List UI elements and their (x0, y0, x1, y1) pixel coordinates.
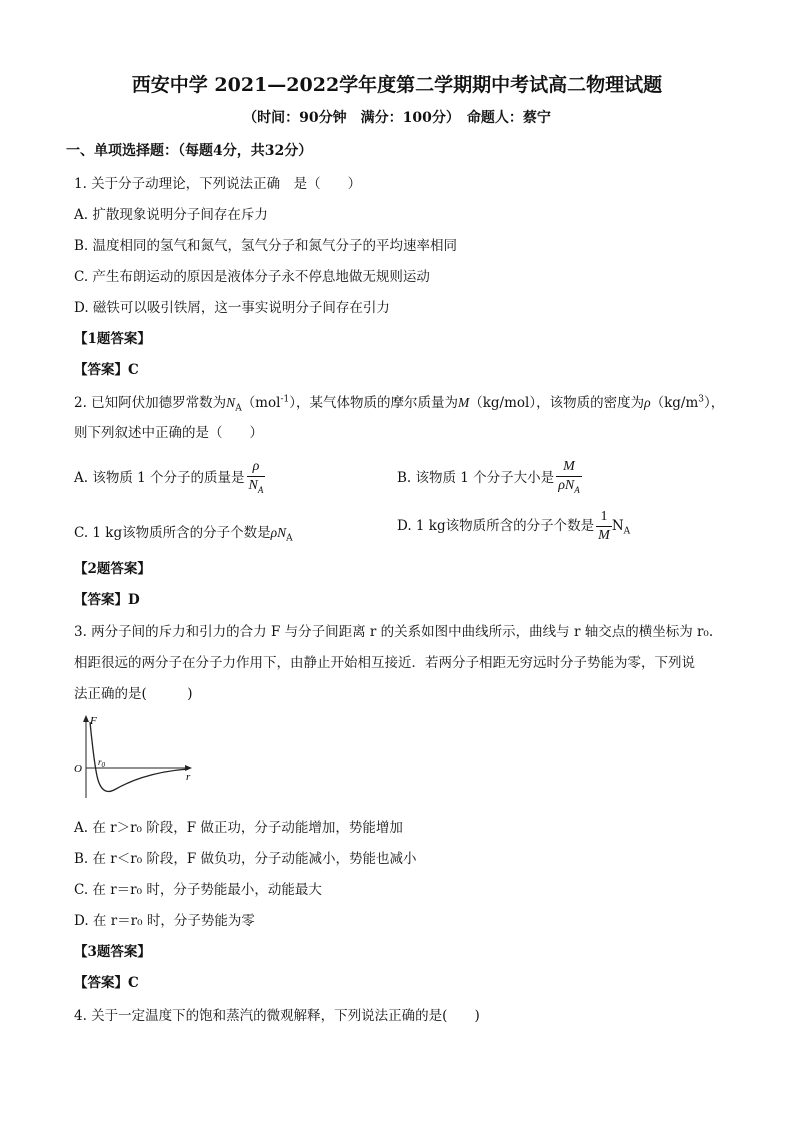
q3-stem-line2: 相距很远的两分子在分子力作用下，由静止开始相互接近．若两分子相距无穷远时分子势能为零，下列说 (74, 655, 695, 671)
force-curve (90, 722, 188, 791)
label-r0: $r_0$ (98, 757, 106, 769)
page-title: 西安中学 2021—2022学年度第二学期期中考试高二物理试题 (131, 74, 663, 96)
f-axis-arrow (83, 715, 89, 722)
q3-option-d: D. 在 r＝r₀ 时，分子势能为零 (74, 913, 255, 929)
q2-stem-line1: 2. 已知阿伏加德罗常数为$N_A(mol^{-1})$，某气体物质的摩尔质量为M（kg/mol），该物质的密度为$\rho(kg/m^3)$， (74, 394, 725, 414)
q1-answer-header: 【1题答案】 (74, 331, 151, 347)
q1-option-d: D. 磁铁可以吸引铁屑，这一事实说明分子间存在引力 (74, 300, 390, 316)
section-heading: 一、单项选择题：（每题4分，共32分） (66, 143, 313, 159)
label-o: O (74, 763, 82, 775)
q3-option-c: C. 在 r＝r₀ 时，分子势能最小，动能最大 (74, 882, 322, 898)
q2-answer: 【答案】D (74, 592, 140, 608)
q3-option-a: A. 在 r＞r₀ 阶段，F 做正功，分子动能增加，势能增加 (74, 820, 403, 836)
q2-option-d: D. 1 kg该物质所含的分子个数是 $\frac{1}{M}$ $N_A$ (397, 509, 631, 543)
q3-stem-line3: 法正确的是( ) (74, 686, 193, 702)
q1-option-b: B. 温度相同的氢气和氮气，氢气分子和氮气分子的平均速率相同 (74, 238, 458, 254)
q3-answer: 【答案】C (74, 975, 139, 991)
exam-info: （时间：90分钟 满分：100分） 命题人：蔡宁 (243, 110, 551, 126)
q2-answer-header: 【2题答案】 (74, 561, 151, 577)
q2-option-c: C. 1 kg该物质所含的分子个数是$\rho N_A$ (74, 525, 293, 544)
q3-answer-header: 【3题答案】 (74, 944, 151, 960)
label-f: F (90, 715, 97, 727)
q2-option-a: A. 该物质 1 个分子的质量是 $\frac{\rho}{N_A}$ (74, 459, 264, 495)
q1-option-a: A. 扩散现象说明分子间存在斥力 (74, 207, 268, 223)
q1-answer: 【答案】C (74, 362, 139, 378)
q3-option-b: B. 在 r＜r₀ 阶段，F 做负功，分子动能减小，势能也减小 (74, 851, 417, 867)
q1-stem: 1. 关于分子动理论，下列说法正确 是（ ） (74, 176, 362, 192)
force-distance-graph (70, 712, 200, 802)
q2-option-b: B. 该物质 1 个分子大小是 $\frac{M}{\rho N_A}$ (397, 459, 580, 495)
q3-stem-line1: 3. 两分子间的斥力和引力的合力 F 与分子间距离 r 的关系如图中曲线所示，曲线与 r 轴交点的横坐标为 r₀. (74, 624, 714, 640)
q4-stem: 4. 关于一定温度下的饱和蒸汽的微观解释，下列说法正确的是( ) (74, 1008, 480, 1024)
q2-stem-line2: 则下列叙述中正确的是（ ） (74, 425, 263, 441)
label-r: r (186, 771, 191, 783)
q1-option-c: C. 产生布朗运动的原因是液体分子永不停息地做无规则运动 (74, 269, 430, 285)
